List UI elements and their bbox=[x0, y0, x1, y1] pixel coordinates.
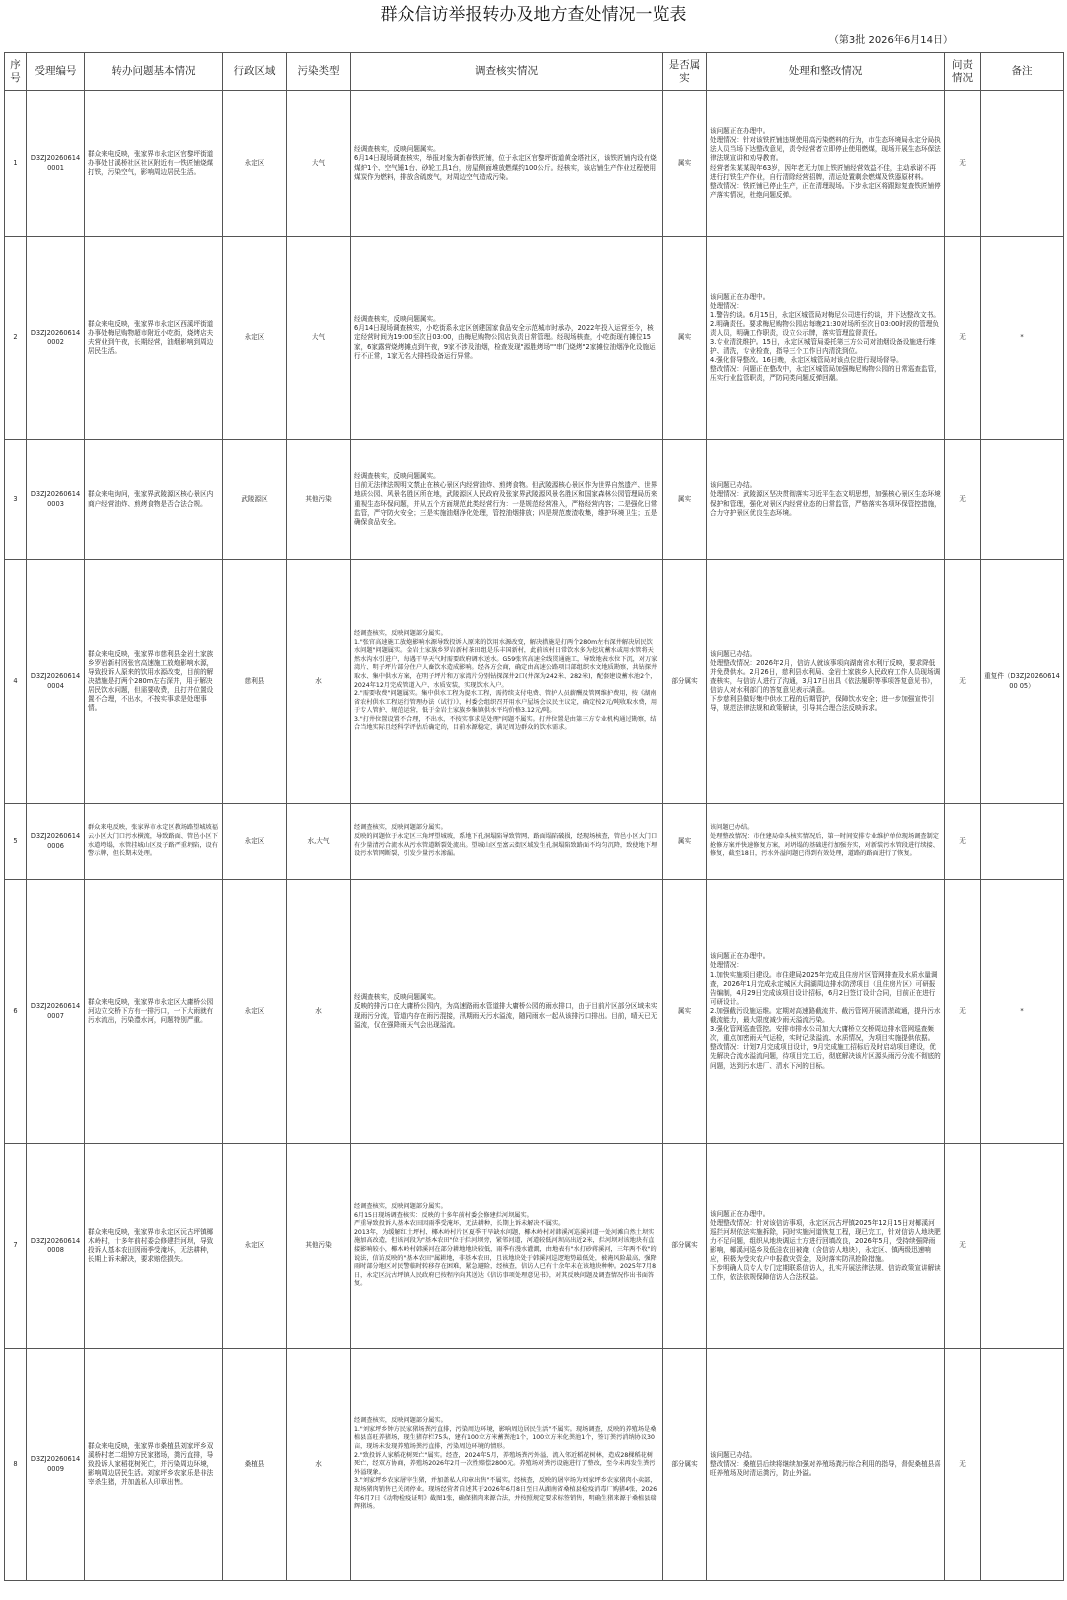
header-district: 行政区域 bbox=[223, 53, 287, 91]
cell-handling: 该问题已办结。 处理情况：武陵源区坚决贯彻落实习近平生态文明思想，加强核心景区生态环境保护和管理，强化对景区内经营业态的日常监管，严格落实各项环保管控措施，合力守护景区优良生态环境。 bbox=[707, 440, 945, 560]
table-row bbox=[5, 1144, 1064, 1349]
header-remark: 备注 bbox=[981, 53, 1064, 91]
cell-issue: 群众来电反映，张家界市永定区教场路望城坡福云小区大门口污水横流，导致路面、管邑小区下水道垮塌，水管挂城山区及子路严重坍陷，设有警示牌，但长期未处理。 bbox=[85, 804, 223, 880]
header-issue: 转办问题基本情况 bbox=[85, 53, 223, 91]
cell-remark: * bbox=[981, 880, 1064, 1144]
table-row bbox=[5, 804, 1064, 880]
cell-type: 水 bbox=[287, 1349, 351, 1581]
cell-accountability: 无 bbox=[945, 237, 981, 440]
cell-accountability: 无 bbox=[945, 440, 981, 560]
cell-district: 永定区 bbox=[223, 804, 287, 880]
cell-code: D3ZJ202606140006 bbox=[27, 804, 85, 880]
cell-remark: * bbox=[981, 237, 1064, 440]
cell-remark bbox=[981, 1349, 1064, 1581]
cell-no: 8 bbox=[5, 1349, 27, 1581]
cell-type: 水 bbox=[287, 560, 351, 804]
complaint-table bbox=[4, 52, 1064, 1581]
header-no: 序号 bbox=[5, 53, 27, 91]
table-row bbox=[5, 1349, 1064, 1581]
cell-issue: 群众来电反映，张家界市慈利县金岩土家族乡罗岩新村因张官高速施工放炮影响水源，导致投诉人原来的饮用水源改变，目前的解决措施是打两个280m左右深井，用于解决居民饮水问题，但需要收费，且打井位置设置不合理，不出水，不按实事求是处理事情。 bbox=[85, 560, 223, 804]
cell-issue: 群众来电反映，张家界市永定区沅古坪镇椰木岭村，十多年前村委会修建拦河坝，导致投诉人基本农田因雨季受淹坏，无法耕种，长期上诉未解决，要求赔偿损失。 bbox=[85, 1144, 223, 1349]
cell-remark bbox=[981, 1144, 1064, 1349]
cell-code: D3ZJ202606140007 bbox=[27, 880, 85, 1144]
cell-type: 水 bbox=[287, 880, 351, 1144]
cell-truth: 属实 bbox=[663, 804, 707, 880]
cell-district: 永定区 bbox=[223, 1144, 287, 1349]
cell-investigation: 经调查核实，反映问题属实。 6月14日现场调查核实，小吃街系永定区创建国家食品安全示范城市时承办，2022年投入运营至今，核定经营时间为19:00至次日03:00，由梅尼购物公园店负责日常管理。经现场核查，小吃街现有摊位15家，6家露营烧烤摊点到午夜，9家不涉及油烟，检查发现"源胜烤场""串门烧烤"2家摊位油烟净化设施运行不正常，1家无名大排档设备运行异常。 bbox=[351, 237, 663, 440]
cell-truth: 部分属实 bbox=[663, 1349, 707, 1581]
cell-investigation: 经调查核实，反映问题部分属实。 1."张官高速施工放炮影响水源导致投诉人原来的饮用水源改变，解决措施是打两个280m左右深井解决居民饮水问题"问题属实。金岩土家族乡罗岩新村茶田组是乐丰国新村，此前该村日常饮水多为挖坑蓄水或用水管将天然水沟水引进户，每遇干旱天气时需要政府调水送水。G59张官高速全线贯通施工，导致地表水位下沉，对万家湾片、明子坪片部分住户人畜饮水造成影响。经各方会商，确定由高速公路项目部组织水文地质勘察，共钻探井取水、集中供水方案，在明子坪片和万家湾片分别钻探深井2口(井深为242米、282米)，配套建设蓄水池2个，2024年12月完成管道入户、水质安装，实现饮水入户。 2."需要收费"问题属实。集中供水工程为提水工程，需持续支付电费、管护人员薪酬及管网维护费用，按《湖南省农村供水工程运行管理办法（试行）》，村委会组织召开用水户屋场会议民主议定，确定按2元/吨收取水费，用于专人管护、规范运营，低于金岩土家族乡集镇供水平均价格3.12元/吨。 3."打井位置设置不合理，不出水，不按实事求是处理"问题不属实。打井位置是由第三方专业机构通过勘察，结合当地实际且经科学评估后确定的，目前水源稳定，满足周边群众的饮水需求。 bbox=[351, 560, 663, 804]
cell-code: D3ZJ202606140008 bbox=[27, 1144, 85, 1349]
cell-remark bbox=[981, 804, 1064, 880]
table-row bbox=[5, 91, 1064, 237]
cell-issue: 群众来电询问，张家界武陵源区核心景区内商户经营油炸、煎烤食物是否合法合规。 bbox=[85, 440, 223, 560]
cell-remark bbox=[981, 91, 1064, 237]
table-row bbox=[5, 880, 1064, 1144]
cell-accountability: 无 bbox=[945, 1349, 981, 1581]
cell-accountability: 无 bbox=[945, 804, 981, 880]
header-code: 受理编号 bbox=[27, 53, 85, 91]
cell-issue: 群众来电反映，张家界市永定区官黎坪街道办事处甘溪桥社区社区附近有一铁匠铺烧煤打铁，污染空气，影响周边居民生活。 bbox=[85, 91, 223, 237]
cell-district: 慈利县 bbox=[223, 560, 287, 804]
cell-code: D3ZJ202606140004 bbox=[27, 560, 85, 804]
cell-no: 3 bbox=[5, 440, 27, 560]
cell-handling: 该问题正在办理中。 处理整改情况：针对该信访事项，永定区沅古坪镇2025年12月15日对椰溪河巡拦河坝依法实施拆除，同时实施河道恢复工程，现已完工，针对信访人地块肥力不足问题，组织从地块调运土方进行回填改良，2026年5月，受持续强降雨影响，椰溪河巡乡及低洼农田被淹（含信访人地块），永定区、镇两级迅速响应，积极为受灾农户申报救灾资金，及时落实防汛抢险措施。 下步明确人员专人专门定期联系信访人，扎实开展法律法规、信访政策宣讲解读工作，依法依规保障信访人合法权益。 bbox=[707, 1144, 945, 1349]
batch-info: （第3批 2026年6月14日） bbox=[828, 35, 953, 46]
cell-no: 5 bbox=[5, 804, 27, 880]
header-type: 污染类型 bbox=[287, 53, 351, 91]
cell-accountability: 无 bbox=[945, 880, 981, 1144]
cell-handling: 该问题正在办理中。 处理情况： 1.加快实施项目建设。市住建局2025年完成且住房片区管网排查及水质水量调查，2026年1月完成永定城区大洞湖周边排水防涝项目（且住房片区）可研报告编制，4月29日完成该项目设计招标，6月2日签订设计合同，目前正在进行可研设计。 2.加强截污设施运维。定期对高速路截流井、截污管网开展清淤疏通，提升污水截流能力，最大限度减少雨天溢流污染。 3.强化管网巡查管控。安排市排水公司加大大庸桥立交桥周边排水管网巡查频次，重点加密雨天气运检，实时记录溢流、水质情况，为项目实施提供依据。 整改情况：计划7月完成项目设计，9月完成施工招标后及时启动项目建设，优先解决合流水溢流问题，待项目完工后，彻底解决该片区源头雨污分流不彻底的问题，达到污水进厂、清水下河的目标。 bbox=[707, 880, 945, 1144]
document-title: 群众信访举报转办及地方查处情况一览表 bbox=[380, 5, 687, 25]
cell-handling: 该问题已办结。 处理整改情况：2026年2月，信访人就该事项向湖南省水利厅反映，要求降低并免费供水。2月26日，慈利县水利局、金岩土家族乡人民政府工作人员现场调查核实，与信访人进行了沟通，3月17日出具《依法履职等事项答复意见书》，信访人对水利部门的答复意见表示满意。 下步慈利县做好集中供水工程的后期管护，保障饮水安全；进一步加强宣传引导，规范法律法规和政策解读，引导其合理合法反映诉求。 bbox=[707, 560, 945, 804]
header-accountability: 问责情况 bbox=[945, 53, 981, 91]
cell-investigation: 经调查核实，反映问题属实。 反映的排污口在大庸桥公园内，为高速路雨水管道排大庸桥公园的雨水排口，由于目前片区部分区域未实现雨污分流，管道内存在雨污混接，汛期雨天污水溢流，随同雨水一起从该排污口排出。目前，晴天已无溢流，仅在强降雨天气会出现溢流。 bbox=[351, 880, 663, 1144]
table-row bbox=[5, 237, 1064, 440]
cell-no: 4 bbox=[5, 560, 27, 804]
cell-truth: 属实 bbox=[663, 237, 707, 440]
cell-truth: 属实 bbox=[663, 91, 707, 237]
cell-district: 永定区 bbox=[223, 91, 287, 237]
cell-no: 2 bbox=[5, 237, 27, 440]
header-handling: 处理和整改情况 bbox=[707, 53, 945, 91]
cell-district: 武陵源区 bbox=[223, 440, 287, 560]
cell-handling: 该问题已办结。 处理整改情况：市住建局牵头核实情况后，第一时间安排专业维护单位现场调查制定抢修方案并快速修复方案，对坍塌的基础进行加强夯实，对新装污水管段进行续接、修复，截至18日，污水外溢问题已得到有效处理，道路的路面进行了恢复。 bbox=[707, 804, 945, 880]
table-header-row bbox=[5, 53, 1064, 91]
cell-handling: 该问题已办结。 整改情况：桑植县后续将继续加强对养殖场粪污综合利用的指导，督促桑植县喜旺养殖场及时清运粪污，防止外溢。 bbox=[707, 1349, 945, 1581]
cell-type: 大气 bbox=[287, 91, 351, 237]
cell-truth: 部分属实 bbox=[663, 1144, 707, 1349]
cell-no: 1 bbox=[5, 91, 27, 237]
table-row bbox=[5, 440, 1064, 560]
cell-issue: 群众来电反映，张家界市永定区大庸桥公园河边立交桥下方有一排污口，一下大雨就有污水流出，污染澧水河，问题特别严重。 bbox=[85, 880, 223, 1144]
cell-handling: 该问题正在办理中。 处理情况： 1.警告约谈。6月15日，永定区城管局对梅尼公司进行约谈，并下达整改文书。 2.明确责任。要求梅尼购物公园店每晚21:30对场所至次日03:00时段的管理负责人员，明确工作职责，设立公示牌，落实管理监督责任。 3.专业清洗维护。15日，永定区城管局委托第三方公司对油烟设备设施进行维护、清洗，专业检查，指导三个工作日内清洗到位。 4.强化督导整改。16日晚，永定区城管局对该点位进行现场督导。 整改情况：问题正在整改中，永定区城管局加强梅尼购物公园的日常巡查监管，压实行业监管职责，严防同类问题反弹回潮。 bbox=[707, 237, 945, 440]
cell-type: 大气 bbox=[287, 237, 351, 440]
cell-issue: 群众来电反映，张家界市桑植县刘家坪乡双溪桥村老二组钟方民家猪场，粪污直排，导致投诉人家稻花树死亡，并污染周边环境，影响周边居民生活。刘家坪乡农家乐是非法宰杀生猪，并加盖私人印章出售。 bbox=[85, 1349, 223, 1581]
cell-investigation: 经调查核实，反映问题部分属实。 6月15日现场调查核实：反映的十多年前村委会修建拦河坝属实。 严重导致投诉人基本农田因雨季受淹坏，无法耕种，长期上诉未解决不属实。 2013年，为缓解红土坪村、椰木岭村片区夏季干旱缺水问题，椰木岭村对韩溪河巡溪河道一处河滩自然土坝实施加高改造，但该河段为"基本农田"位于拦河坝旁，紧邻河道，河道较低河坝高出近2米，拦河坝对该地块有直接影响较小，椰木岭村韩溪河在部分耕地地块较低，雨季有漫水灌溉，由地表有"水打砂蒋溪河，三年两不收"的说法，信访反映的"基本农田"属耕地，非基本农田，且该地块处于韩溪河巡逻地势最低处，被淹风险最高，强降雨时部分地区对民警临时转移存在困难，紧急避险，经核查，信访人已有十余年未在该地块种种。2025年7月8日，永定区沅古坪镇人民政府已按程序向其送达《信访事项处理意见书》，对其反映问题及调查情况作出书面答复。 bbox=[351, 1144, 663, 1349]
cell-code: D3ZJ202606140003 bbox=[27, 440, 85, 560]
cell-code: D3ZJ202606140002 bbox=[27, 237, 85, 440]
header-truth: 是否属实 bbox=[663, 53, 707, 91]
cell-remark bbox=[981, 440, 1064, 560]
cell-type: 水,大气 bbox=[287, 804, 351, 880]
cell-investigation: 经调查核实，反映问题部分属实。 反映的问题位于永定区三角坪望城坡，系地下孔洞塌陷导致管网、路面塌陷破损，经现场核查，管邑小区大门口有少量清污合流水从污水管道断裂处流出。望城山区至富云街区域发生孔洞塌陷致路面不均匀沉降，致使地下埋设污水管网断裂，引发少量污水渗漏。 bbox=[351, 804, 663, 880]
cell-truth: 属实 bbox=[663, 880, 707, 1144]
cell-handling: 该问题正在办理中。 处理情况：针对该铁匠铺违规使用高污染燃料的行为，市生态环境局永定分局执法人员当场下达整改意见，责令经营者立即停止使用燃煤，现场开展生态环保法律法规宣讲和劝导教育。 经营者朱某某现年63岁，因年老无力加上铁匠铺经营效益不佳，主动承诺不再进行打铁生产作业，自行清除经营招牌，清运处置剩余燃煤及铁器原材料。 整改情况：铁匠铺已停止生产，正在清理现场。下步永定区将跟踪复查铁匠铺停产落实情况，杜绝问题反弹。 bbox=[707, 91, 945, 237]
cell-issue: 群众来电反映，张家界市永定区西溪坪街道办事处梅尼购物超市附近小吃街，烧烤店夫夫营业到午夜，长期经营，油烟影响到周边居民生活。 bbox=[85, 237, 223, 440]
cell-remark: 重复件（D3ZJ2026061400 05） bbox=[981, 560, 1064, 804]
cell-investigation: 经调查核实，反映问题属实。 目前无法律法规明文禁止在核心景区内经营油炸、煎烤食物。但武陵源核心景区作为世界自然遗产、世界地质公园、风景名胜区所在地，武陵源区人民政府及张家界武陵源风景名胜区和国家森林公园管理局历来重视生态环保问题，并从五个方面规范此类经营行为：一是规范经营准入，严格经营内容；二是强化日常监管，严守防火安全；三是实施油烟净化处理，管控油烟排放；四是规范废渣收集，维护环境卫生；五是确保食品安全。 bbox=[351, 440, 663, 560]
cell-no: 6 bbox=[5, 880, 27, 1144]
cell-truth: 部分属实 bbox=[663, 560, 707, 804]
cell-district: 永定区 bbox=[223, 237, 287, 440]
cell-no: 7 bbox=[5, 1144, 27, 1349]
cell-investigation: 经调查核实，反映问题属实。 6月14日现场调查核实，举报对象为新春铁匠铺，位于永定区官黎坪街道黄金塔社区，该铁匠铺内设有烧煤炉1个、空气锤1台、砂轮工具1台，房屋侧面堆放燃煤约100公斤。经核实，该店铺生产作业过程使用煤炭作为燃料，排放含硫废气，对周边空气造成污染。 bbox=[351, 91, 663, 237]
cell-truth: 属实 bbox=[663, 440, 707, 560]
cell-district: 永定区 bbox=[223, 880, 287, 1144]
cell-accountability: 无 bbox=[945, 91, 981, 237]
cell-code: D3ZJ202606140001 bbox=[27, 91, 85, 237]
cell-accountability: 无 bbox=[945, 560, 981, 804]
cell-district: 桑植县 bbox=[223, 1349, 287, 1581]
header-investigation: 调查核实情况 bbox=[351, 53, 663, 91]
cell-accountability: 无 bbox=[945, 1144, 981, 1349]
cell-type: 其他污染 bbox=[287, 1144, 351, 1349]
table-row bbox=[5, 560, 1064, 804]
cell-type: 其他污染 bbox=[287, 440, 351, 560]
cell-code: D3ZJ202606140009 bbox=[27, 1349, 85, 1581]
cell-investigation: 经调查核实，反映问题部分属实。 1."刘家坪乡钟方民家猪场粪污直排，污染周边环境，影响周边居民生活"不属实。现场调查，反映的养殖场是桑植县喜旺养猪场，现生猪存栏75头，建有100立方米蓄粪池1个，100立方米化粪池1个，签订粪污消纳协议30亩，现场未发现养殖场粪污直排，污染周边环境的情形。 2."致投诉人家稻花树死亡"属实。经查，2024年5月，养殖场粪污外溢，流入邻近稻花树林，造成28棵稻花树死亡，经双方协商，养殖场2026年2月一次性赔偿2800元。养殖场对粪污设施进行了整改，至今未再发生粪污外溢现象。 3."刘家坪乡农家屠宰生猪，并加盖私人印章出售"不属实。经核查，反映的屠宰场为刘家坪乡农家猪肉小卖部，现场猪肉销售已关闭停业。现场经营者自述其于2026年6月8日至日从湖南省桑植县检疫消毒厂购猪4张，2026年6月7日《动物检疫证明》截图1张，确保猪肉来源合法，并按照规定要求标签销售，明确生猪来源于桑植县瑞辉猪场。 bbox=[351, 1349, 663, 1581]
